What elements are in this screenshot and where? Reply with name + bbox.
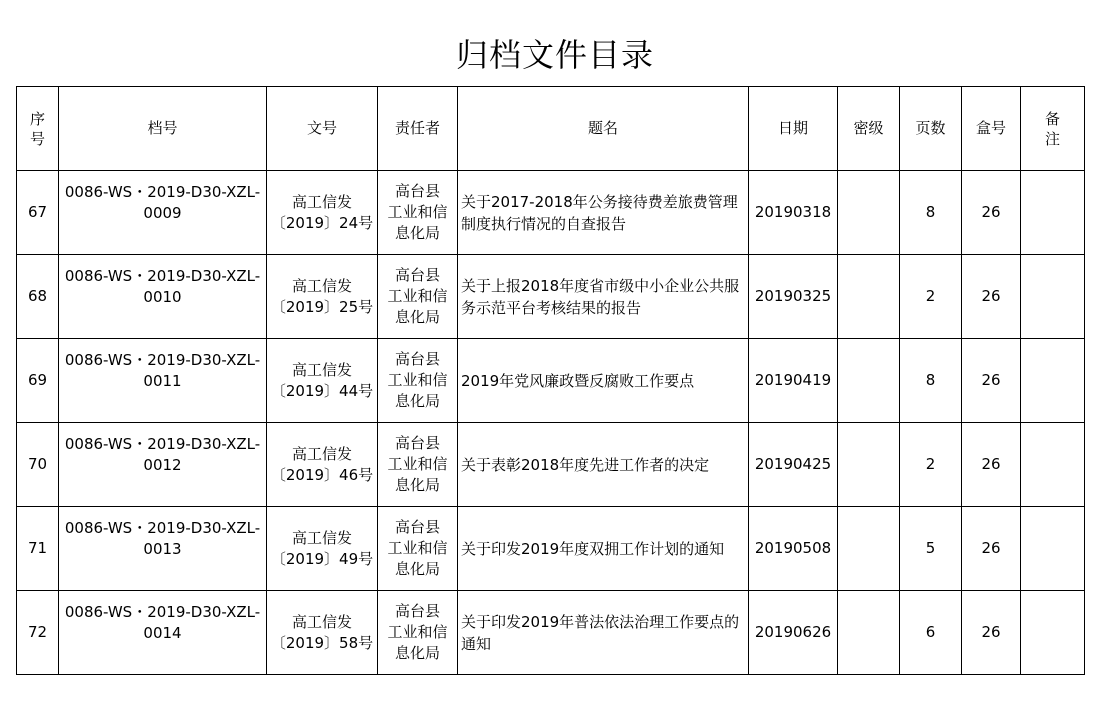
table-row	[17, 423, 1085, 507]
doc-no-line1: 高工信发	[291, 360, 352, 379]
archive-no-line2: 0014	[143, 623, 182, 642]
doc-no-line1: 高工信发	[291, 612, 352, 631]
responsible-line3: 息化局	[394, 308, 440, 326]
cell-box: 26	[962, 339, 1021, 423]
cell-subject: 关于2017-2018年公务接待费差旅费管理制度执行情况的自查报告	[458, 171, 749, 255]
cell-doc-no	[267, 171, 378, 255]
cell-pages: 8	[900, 339, 962, 423]
cell-date: 20190626	[749, 591, 838, 675]
cell-secret	[838, 423, 900, 507]
archive-no-line1: 0086-WS・2019-D30-XZL-	[64, 182, 261, 201]
archive-table	[16, 86, 1085, 675]
responsible-line1: 高台县	[394, 434, 440, 452]
cell-box: 26	[962, 255, 1021, 339]
cell-remarks	[1021, 423, 1085, 507]
cell-archive-no	[59, 591, 267, 675]
doc-no-line2: 〔2019〕46号	[270, 465, 374, 484]
cell-date: 20190318	[749, 171, 838, 255]
cell-subject: 2019年党风廉政暨反腐败工作要点	[458, 339, 749, 423]
header-responsible: 责任者	[378, 87, 458, 171]
cell-responsible	[378, 591, 458, 675]
cell-box: 26	[962, 171, 1021, 255]
cell-responsible	[378, 339, 458, 423]
responsible-line3: 息化局	[394, 392, 440, 410]
archive-no-line1: 0086-WS・2019-D30-XZL-	[64, 602, 261, 621]
cell-seq: 67	[17, 171, 59, 255]
table-row	[17, 591, 1085, 675]
page-title: 归档文件目录	[455, 36, 654, 74]
table-row	[17, 507, 1085, 591]
header-archive-no: 档号	[59, 87, 267, 171]
doc-no-line1: 高工信发	[291, 192, 352, 211]
cell-pages: 2	[900, 255, 962, 339]
cell-archive-no	[59, 171, 267, 255]
doc-no-line2: 〔2019〕58号	[270, 633, 374, 652]
responsible-line3: 息化局	[394, 644, 440, 662]
header-seq: 序号	[17, 87, 59, 171]
header-date: 日期	[749, 87, 838, 171]
cell-archive-no	[59, 255, 267, 339]
cell-archive-no	[59, 339, 267, 423]
header-pages: 页数	[900, 87, 962, 171]
doc-no-line2: 〔2019〕44号	[270, 381, 374, 400]
cell-date: 20190325	[749, 255, 838, 339]
archive-no-line2: 0013	[143, 539, 182, 558]
doc-no-line2: 〔2019〕24号	[270, 213, 374, 232]
archive-no-line2: 0010	[143, 287, 182, 306]
cell-box: 26	[962, 423, 1021, 507]
archive-no-line1: 0086-WS・2019-D30-XZL-	[64, 266, 261, 285]
cell-doc-no	[267, 507, 378, 591]
cell-subject: 关于表彰2018年度先进工作者的决定	[458, 423, 749, 507]
doc-no-line1: 高工信发	[291, 276, 352, 295]
cell-pages: 8	[900, 171, 962, 255]
responsible-line3: 息化局	[394, 476, 440, 494]
responsible-line2: 工业和信	[387, 539, 448, 557]
cell-archive-no	[59, 423, 267, 507]
archive-no-line2: 0012	[143, 455, 182, 474]
cell-pages: 2	[900, 423, 962, 507]
cell-subject: 关于印发2019年度双拥工作计划的通知	[458, 507, 749, 591]
cell-date: 20190425	[749, 423, 838, 507]
cell-remarks	[1021, 171, 1085, 255]
cell-seq: 70	[17, 423, 59, 507]
cell-responsible	[378, 171, 458, 255]
cell-pages: 5	[900, 507, 962, 591]
cell-doc-no	[267, 339, 378, 423]
cell-pages: 6	[900, 591, 962, 675]
cell-subject: 关于印发2019年普法依法治理工作要点的通知	[458, 591, 749, 675]
cell-doc-no	[267, 423, 378, 507]
archive-no-line2: 0011	[143, 371, 182, 390]
cell-remarks	[1021, 339, 1085, 423]
responsible-line2: 工业和信	[387, 455, 448, 473]
archive-no-line1: 0086-WS・2019-D30-XZL-	[64, 518, 261, 537]
cell-box: 26	[962, 507, 1021, 591]
header-subject: 题名	[458, 87, 749, 171]
responsible-line2: 工业和信	[387, 203, 448, 221]
cell-responsible	[378, 255, 458, 339]
cell-secret	[838, 507, 900, 591]
cell-doc-no	[267, 255, 378, 339]
responsible-line2: 工业和信	[387, 623, 448, 641]
table-header-row	[17, 87, 1085, 171]
responsible-line1: 高台县	[394, 182, 440, 200]
table-row	[17, 339, 1085, 423]
cell-archive-no	[59, 507, 267, 591]
table-row	[17, 255, 1085, 339]
cell-seq: 69	[17, 339, 59, 423]
archive-no-line1: 0086-WS・2019-D30-XZL-	[64, 434, 261, 453]
cell-date: 20190508	[749, 507, 838, 591]
doc-no-line1: 高工信发	[291, 444, 352, 463]
archive-no-line2: 0009	[143, 203, 182, 222]
cell-subject: 关于上报2018年度省市级中小企业公共服务示范平台考核结果的报告	[458, 255, 749, 339]
header-box: 盒号	[962, 87, 1021, 171]
responsible-line1: 高台县	[394, 266, 440, 284]
doc-no-line1: 高工信发	[291, 528, 352, 547]
responsible-line3: 息化局	[394, 224, 440, 242]
cell-seq: 71	[17, 507, 59, 591]
header-remarks: 备注	[1021, 87, 1085, 171]
cell-secret	[838, 591, 900, 675]
cell-remarks	[1021, 591, 1085, 675]
doc-no-line2: 〔2019〕49号	[270, 549, 374, 568]
cell-doc-no	[267, 591, 378, 675]
cell-responsible	[378, 423, 458, 507]
cell-secret	[838, 255, 900, 339]
cell-responsible	[378, 507, 458, 591]
responsible-line1: 高台县	[394, 518, 440, 536]
responsible-line3: 息化局	[394, 560, 440, 578]
header-secret: 密级	[838, 87, 900, 171]
cell-seq: 68	[17, 255, 59, 339]
responsible-line1: 高台县	[394, 602, 440, 620]
archive-no-line1: 0086-WS・2019-D30-XZL-	[64, 350, 261, 369]
cell-seq: 72	[17, 591, 59, 675]
cell-secret	[838, 339, 900, 423]
cell-remarks	[1021, 255, 1085, 339]
responsible-line2: 工业和信	[387, 287, 448, 305]
responsible-line1: 高台县	[394, 350, 440, 368]
cell-date: 20190419	[749, 339, 838, 423]
header-doc-no: 文号	[267, 87, 378, 171]
table-row	[17, 171, 1085, 255]
doc-no-line2: 〔2019〕25号	[270, 297, 374, 316]
cell-box: 26	[962, 591, 1021, 675]
cell-secret	[838, 171, 900, 255]
responsible-line2: 工业和信	[387, 371, 448, 389]
cell-remarks	[1021, 507, 1085, 591]
